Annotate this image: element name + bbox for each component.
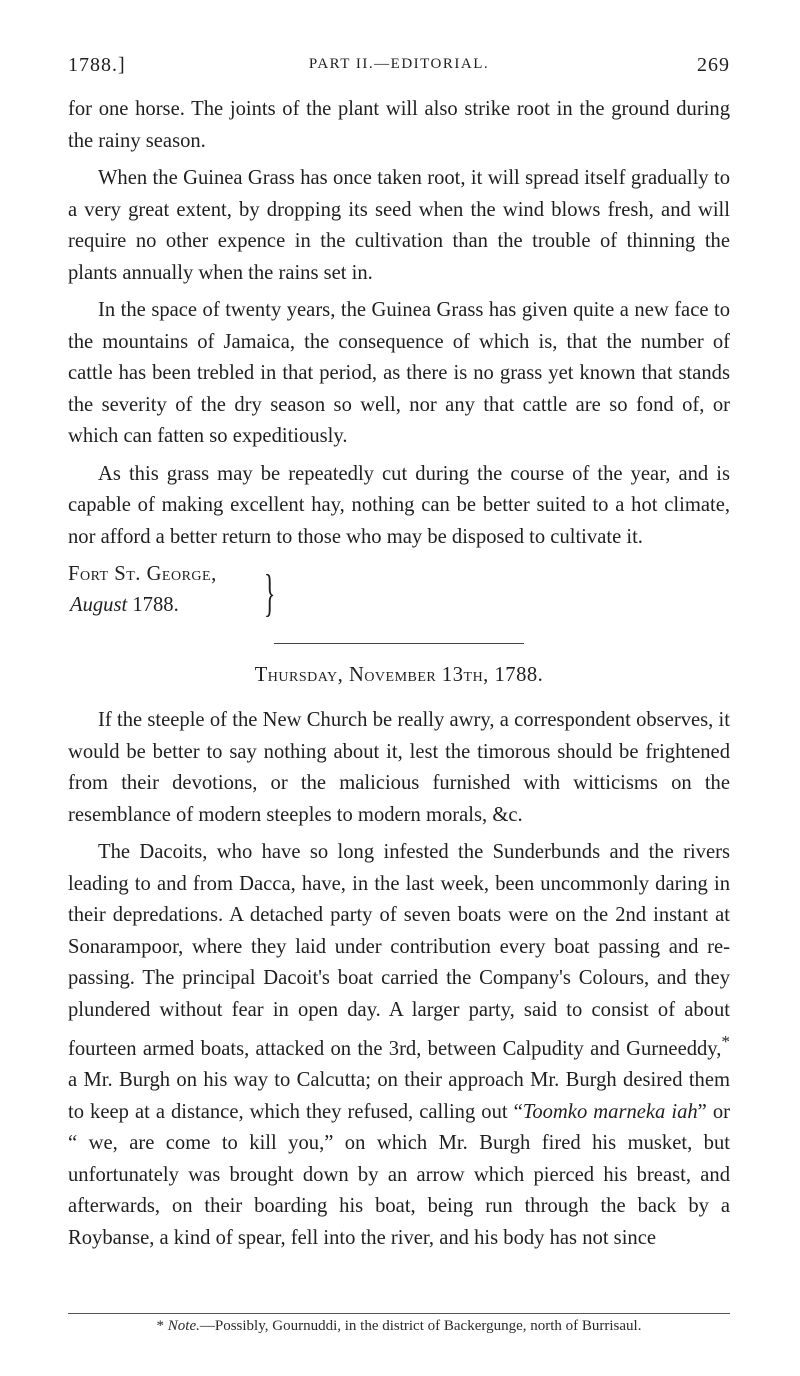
paragraph-guinea-1: for one horse. The joints of the plant will also strike root in the ground during the rainy season. (68, 98, 730, 152)
footnote-text: —Possibly, Gournuddi, in the district of Backergunge, north of Burrisaul. (199, 1318, 642, 1334)
running-head (68, 54, 730, 84)
dacoits-quote: Toomko marneka iah (522, 1100, 698, 1123)
paragraph-steeple: If the steeple of the New Church be really awry, a correspondent observes, it would be better to say nothing about it, lest the timorous should be frightened from their devotions, or the malicious furnished with witticisms on the resemblance of modern steeples to modern morals, &c. (68, 709, 730, 826)
dateline-date (70, 594, 179, 617)
dateline-month: August (70, 594, 128, 616)
section-divider (274, 643, 524, 644)
footnote-marker: * (721, 1032, 730, 1051)
header-title: PART II.—EDITORIAL. (308, 56, 490, 72)
paragraph-guinea-2: When the Guinea Grass has once taken root, it will spread itself gradually to a very great extent, by dropping its seed when the wind blows fresh, and will require no other expence in the cultivation than the trouble of thinning the plants annually when the rains set in. (68, 167, 730, 284)
footnote-label: Note. (167, 1318, 200, 1334)
dacoits-text-3: ” or “ we, are come to kill you,” on which Mr. Burgh fired his musket, but unfortunately was brought down by an arrow which pierced his breast, and afterwards, on their boarding his boat, being run through the back by a Roybanse, a kind of spear, fell into the river, and his body has not since (68, 1100, 730, 1249)
footnote-marker-bottom: * (156, 1318, 165, 1334)
dateline-place: Fort St. George, (68, 563, 217, 585)
dacoits-text-1: The Dacoits, who have so long infested the Sunderbunds and the rivers leading to and from Dacca, have, in the last week, been uncommonly daring in their depredations. A detached party of seven boats were on the 2nd instant at Sonarampoor, where they laid under contribution every boat passing and re-passing. The principal Dacoit's boat carried the Company's Colours, and they plundered without fear in open day. A larger party, said to consist of about fourteen armed boats, attacked on the 3rd, between Calpudity and Gurneeddy, (68, 841, 730, 1060)
footnote (68, 1318, 730, 1335)
paragraph-dacoits (68, 837, 730, 1254)
paragraph-guinea-3: In the space of twenty years, the Guinea Grass has given quite a new face to the mountains of Jamaica, the consequence of which is, that the number of cattle has been trebled in that period, as there is no grass yet known that stands the severity of the dry season so well, nor any that cattle are so fond of, or which can fatten so expeditiously. (68, 299, 730, 447)
dateline-year: 1788. (132, 594, 179, 616)
dacoits-text-2: a Mr. Burgh on his way to Calcutta; on their approach Mr. Burgh desired them to keep at a distance, which they refused, calling out “ (68, 1069, 730, 1123)
paragraph-guinea-4: As this grass may be repeatedly cut during the course of the year, and is capable of making excellent hay, nothing can be better suited to a hot climate, nor afford a better return to those who may be disposed to cultivate it. (68, 462, 730, 548)
footnote-divider (68, 1313, 730, 1314)
page-number: 269 (697, 54, 730, 76)
brace-icon: } (264, 565, 276, 622)
body-text (68, 94, 730, 1254)
section-heading: Thursday, November 13th, 1788. (254, 664, 544, 686)
dateline (68, 563, 730, 627)
header-year: 1788.] (68, 54, 126, 76)
